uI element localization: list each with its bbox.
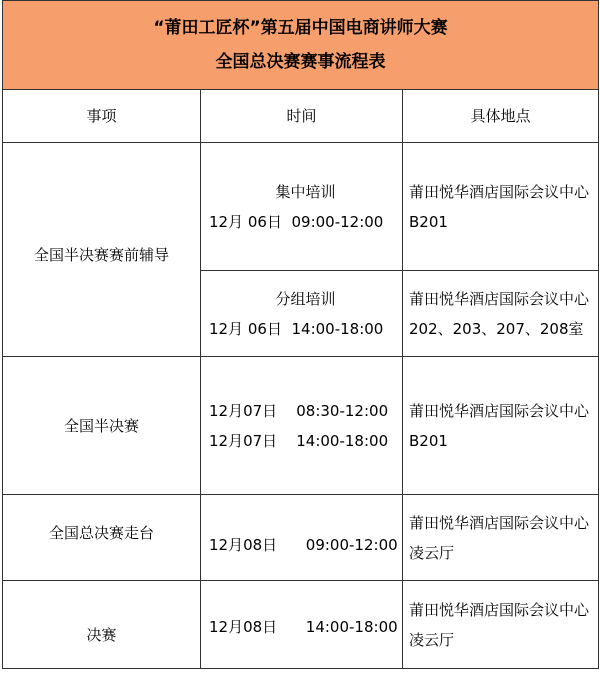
session-time: 12月08日 09:00-12:00	[209, 535, 398, 554]
session-time: 12月07日 14:00-18:00	[209, 431, 389, 450]
session-time: 12月07日 08:30-12:00	[209, 401, 389, 420]
title-line-1: “莆田工匠杯”第五届中国电商讲师大赛	[153, 18, 448, 38]
header-row	[3, 90, 599, 143]
session-time: 12月 06日 09:00-12:00	[209, 212, 384, 231]
time-cell	[201, 271, 403, 357]
location-cell: 莆田悦华酒店国际会议中心B201	[403, 143, 599, 271]
time-cell	[201, 495, 403, 581]
header-location: 具体地点	[403, 90, 599, 143]
title-row	[3, 1, 599, 90]
location-cell: 莆田悦华酒店国际会议中心B201	[403, 357, 599, 495]
item-cell: 全国半决赛	[3, 357, 201, 495]
time-cell	[201, 581, 403, 669]
table-row	[3, 143, 599, 271]
table-row	[3, 357, 599, 495]
session-time: 12月08日 14:00-18:00	[209, 617, 398, 636]
session-time: 12月 06日 14:00-18:00	[209, 319, 384, 338]
location-cell: 莆田悦华酒店国际会议中心凌云厅	[403, 581, 599, 669]
location-cell: 莆田悦华酒店国际会议中心凌云厅	[403, 495, 599, 581]
time-cell	[201, 143, 403, 271]
table-row	[3, 581, 599, 669]
table-row	[3, 495, 599, 581]
schedule-table	[2, 0, 599, 669]
header-time: 时间	[201, 90, 403, 143]
session-name: 集中培训	[275, 182, 336, 201]
title-line-2: 全国总决赛赛事流程表	[215, 52, 386, 72]
item-cell: 决赛	[3, 581, 201, 669]
item-cell: 全国总决赛走台	[3, 495, 201, 581]
header-item: 事项	[3, 90, 201, 143]
table-title	[3, 1, 599, 90]
time-cell	[201, 357, 403, 495]
session-name: 分组培训	[275, 289, 336, 308]
location-cell: 莆田悦华酒店国际会议中心202、203、207、208室	[403, 271, 599, 357]
item-cell: 全国半决赛赛前辅导	[3, 143, 201, 357]
